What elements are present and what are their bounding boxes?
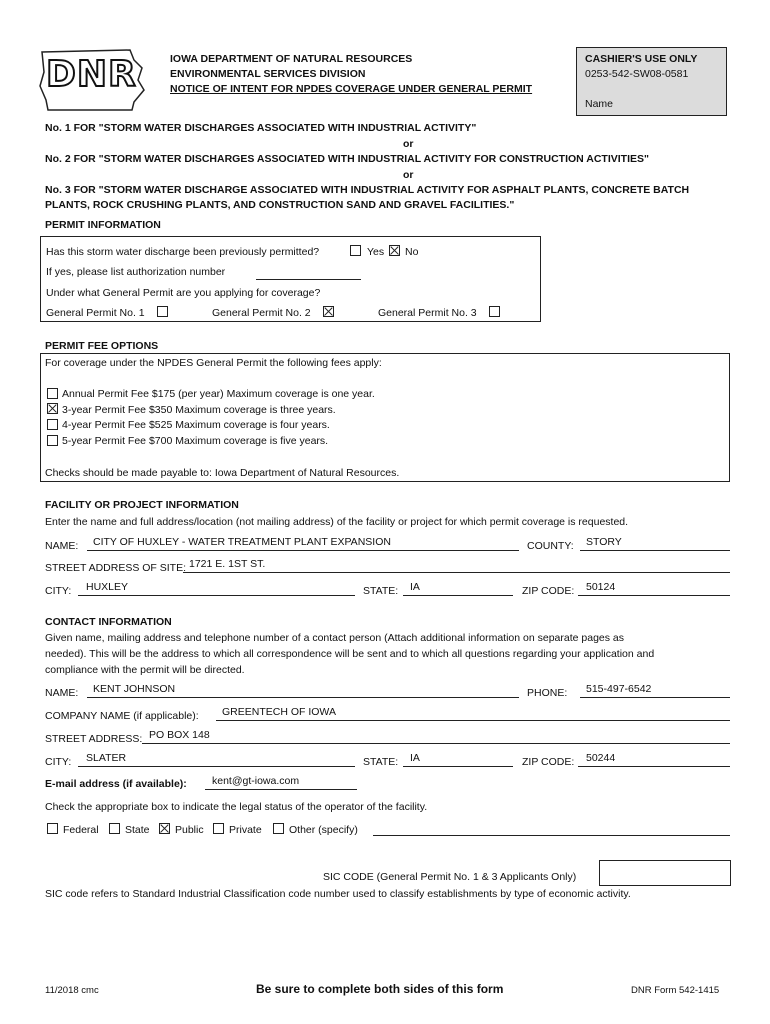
email-value: kent@gt-iowa.com bbox=[212, 775, 300, 787]
permit-no3-line2: PLANTS, ROCK CRUSHING PLANTS, AND CONSTRUCTION SAND AND GRAVEL FACILITIES." bbox=[45, 199, 515, 211]
fee-box bbox=[40, 353, 730, 482]
contact-street-value: PO BOX 148 bbox=[149, 729, 210, 741]
footer-reminder: Be sure to complete both sides of this form bbox=[256, 982, 504, 996]
facility-county-value: STORY bbox=[586, 536, 622, 548]
gp3-label: General Permit No. 3 bbox=[378, 307, 477, 319]
sic-code-box[interactable] bbox=[599, 860, 731, 886]
fee-3yr-checkbox[interactable] bbox=[47, 403, 58, 414]
public-label: Public bbox=[175, 824, 204, 836]
contact-state-label: STATE: bbox=[363, 756, 399, 768]
permit-no2: No. 2 FOR "STORM WATER DISCHARGES ASSOCIATED WITH INDUSTRIAL ACTIVITY FOR CONSTRUCTION ACTIVITIES" bbox=[45, 153, 649, 165]
auth-number-field[interactable] bbox=[256, 279, 361, 280]
other-specify-field[interactable] bbox=[373, 835, 730, 836]
contact-instructions-1: Given name, mailing address and telephone number of a contact person (Attach additional information on separate pages as bbox=[45, 632, 625, 644]
division-title: ENVIRONMENTAL SERVICES DIVISION bbox=[170, 68, 366, 80]
contact-heading: CONTACT INFORMATION bbox=[45, 616, 172, 628]
cashier-box bbox=[576, 47, 727, 116]
or-2: or bbox=[403, 169, 414, 181]
dnr-logo bbox=[38, 46, 148, 114]
fee-4yr-checkbox[interactable] bbox=[47, 419, 58, 430]
email-field[interactable] bbox=[205, 789, 357, 790]
no-label: No bbox=[405, 246, 419, 258]
contact-phone-field[interactable] bbox=[580, 697, 730, 698]
permit-info-heading: PERMIT INFORMATION bbox=[45, 219, 161, 231]
auth-number-label: If yes, please list authorization number bbox=[46, 266, 226, 278]
facility-instructions: Enter the name and full address/location (not mailing address) of the facility or project for which permit coverage is requested. bbox=[45, 516, 629, 528]
facility-county-field[interactable] bbox=[580, 550, 730, 551]
cashier-title: CASHIER'S USE ONLY bbox=[585, 53, 698, 65]
permit-no1: No. 1 FOR "STORM WATER DISCHARGES ASSOCIATED WITH INDUSTRIAL ACTIVITY" bbox=[45, 122, 477, 134]
facility-street-label: STREET ADDRESS OF SITE: bbox=[45, 562, 187, 574]
gp2-label: General Permit No. 2 bbox=[212, 307, 311, 319]
facility-state-field[interactable] bbox=[403, 595, 513, 596]
logo-text: DNR bbox=[46, 54, 137, 95]
fee-option-annual: Annual Permit Fee $175 (per year) Maximum coverage is one year. bbox=[62, 388, 375, 400]
private-checkbox[interactable] bbox=[213, 823, 224, 834]
gp3-checkbox[interactable] bbox=[489, 306, 500, 317]
company-name-label: COMPANY NAME (if applicable): bbox=[45, 710, 199, 722]
cashier-name-label: Name bbox=[585, 98, 614, 110]
other-checkbox[interactable] bbox=[273, 823, 284, 834]
sic-code-label: SIC CODE (General Permit No. 1 & 3 Applicants Only) bbox=[323, 871, 577, 883]
legal-status-question: Check the appropriate box to indicate the legal status of the operator of the facility. bbox=[45, 801, 428, 813]
private-label: Private bbox=[229, 824, 262, 836]
facility-name-value: CITY OF HUXLEY - WATER TREATMENT PLANT EXPANSION bbox=[93, 536, 391, 548]
contact-street-field[interactable] bbox=[142, 743, 730, 744]
other-label: Other (specify) bbox=[289, 824, 358, 836]
notice-title: NOTICE OF INTENT FOR NPDES COVERAGE UNDER GENERAL PERMIT bbox=[170, 83, 533, 95]
contact-phone-label: PHONE: bbox=[527, 687, 568, 699]
no-checkbox[interactable] bbox=[389, 245, 400, 256]
gp1-label: General Permit No. 1 bbox=[46, 307, 145, 319]
footer-date: 11/2018 cmc bbox=[45, 985, 99, 996]
facility-county-label: COUNTY: bbox=[527, 540, 574, 552]
state-checkbox[interactable] bbox=[109, 823, 120, 834]
contact-name-label: NAME: bbox=[45, 687, 79, 699]
facility-zip-label: ZIP CODE: bbox=[522, 585, 575, 597]
gp2-checkbox[interactable] bbox=[323, 306, 334, 317]
email-label: E-mail address (if available): bbox=[45, 778, 187, 790]
contact-instructions-3: compliance with the permit will be directed. bbox=[45, 664, 245, 676]
facility-state-value: IA bbox=[410, 581, 420, 593]
company-name-value: GREENTECH OF IOWA bbox=[222, 706, 336, 718]
federal-label: Federal bbox=[63, 824, 99, 836]
contact-zip-value: 50244 bbox=[586, 752, 616, 764]
state-label: State bbox=[125, 824, 150, 836]
facility-zip-field[interactable] bbox=[578, 595, 730, 596]
fee-intro: For coverage under the NPDES General Permit the following fees apply: bbox=[45, 357, 382, 369]
public-checkbox[interactable] bbox=[159, 823, 170, 834]
cashier-code: 0253-542-SW08-0581 bbox=[585, 68, 689, 80]
facility-zip-value: 50124 bbox=[586, 581, 616, 593]
contact-name-field[interactable] bbox=[87, 697, 519, 698]
contact-zip-field[interactable] bbox=[578, 766, 730, 767]
fee-option-5yr: 5-year Permit Fee $700 Maximum coverage is five years. bbox=[62, 435, 329, 447]
dept-title: IOWA DEPARTMENT OF NATURAL RESOURCES bbox=[170, 53, 413, 65]
or-1: or bbox=[403, 138, 414, 150]
facility-name-field[interactable] bbox=[87, 550, 519, 551]
contact-instructions-2: needed). This will be the address to which all correspondence will be sent and to which all questions regarding your application and bbox=[45, 648, 655, 660]
previous-permit-question: Has this storm water discharge been previously permitted? bbox=[46, 246, 320, 258]
fee-5yr-checkbox[interactable] bbox=[47, 435, 58, 446]
federal-checkbox[interactable] bbox=[47, 823, 58, 834]
facility-city-value: HUXLEY bbox=[86, 581, 129, 593]
contact-phone-value: 515-497-6542 bbox=[586, 683, 652, 695]
company-name-field[interactable] bbox=[216, 720, 730, 721]
facility-heading: FACILITY OR PROJECT INFORMATION bbox=[45, 499, 239, 511]
contact-state-field[interactable] bbox=[403, 766, 513, 767]
fee-option-3yr: 3-year Permit Fee $350 Maximum coverage is three years. bbox=[62, 404, 336, 416]
fee-heading: PERMIT FEE OPTIONS bbox=[45, 340, 159, 352]
contact-street-label: STREET ADDRESS: bbox=[45, 733, 143, 745]
contact-state-value: IA bbox=[410, 752, 420, 764]
facility-city-field[interactable] bbox=[78, 595, 355, 596]
fee-annual-checkbox[interactable] bbox=[47, 388, 58, 399]
contact-city-field[interactable] bbox=[78, 766, 355, 767]
contact-name-value: KENT JOHNSON bbox=[93, 683, 176, 695]
checks-payable-note: Checks should be made payable to: Iowa Department of Natural Resources. bbox=[45, 467, 400, 479]
facility-name-label: NAME: bbox=[45, 540, 79, 552]
footer-form-number: DNR Form 542-1415 bbox=[631, 985, 720, 996]
fee-option-4yr: 4-year Permit Fee $525 Maximum coverage is four years. bbox=[62, 419, 330, 431]
facility-city-label: CITY: bbox=[45, 585, 72, 597]
yes-checkbox[interactable] bbox=[350, 245, 361, 256]
contact-city-label: CITY: bbox=[45, 756, 72, 768]
facility-street-value: 1721 E. 1ST ST. bbox=[189, 558, 266, 570]
contact-city-value: SLATER bbox=[86, 752, 127, 764]
permit-no3-line1: No. 3 FOR "STORM WATER DISCHARGE ASSOCIATED WITH INDUSTRIAL ACTIVITY FOR ASPHALT PLANTS, CONCRETE BATCH bbox=[45, 184, 690, 196]
yes-label: Yes bbox=[367, 246, 385, 258]
gp1-checkbox[interactable] bbox=[157, 306, 168, 317]
facility-street-field[interactable] bbox=[183, 572, 730, 573]
facility-state-label: STATE: bbox=[363, 585, 399, 597]
contact-zip-label: ZIP CODE: bbox=[522, 756, 575, 768]
general-permit-question: Under what General Permit are you applying for coverage? bbox=[46, 287, 321, 299]
sic-code-note: SIC code refers to Standard Industrial Classification code number used to classify establishments by type of economic activity. bbox=[45, 888, 631, 900]
